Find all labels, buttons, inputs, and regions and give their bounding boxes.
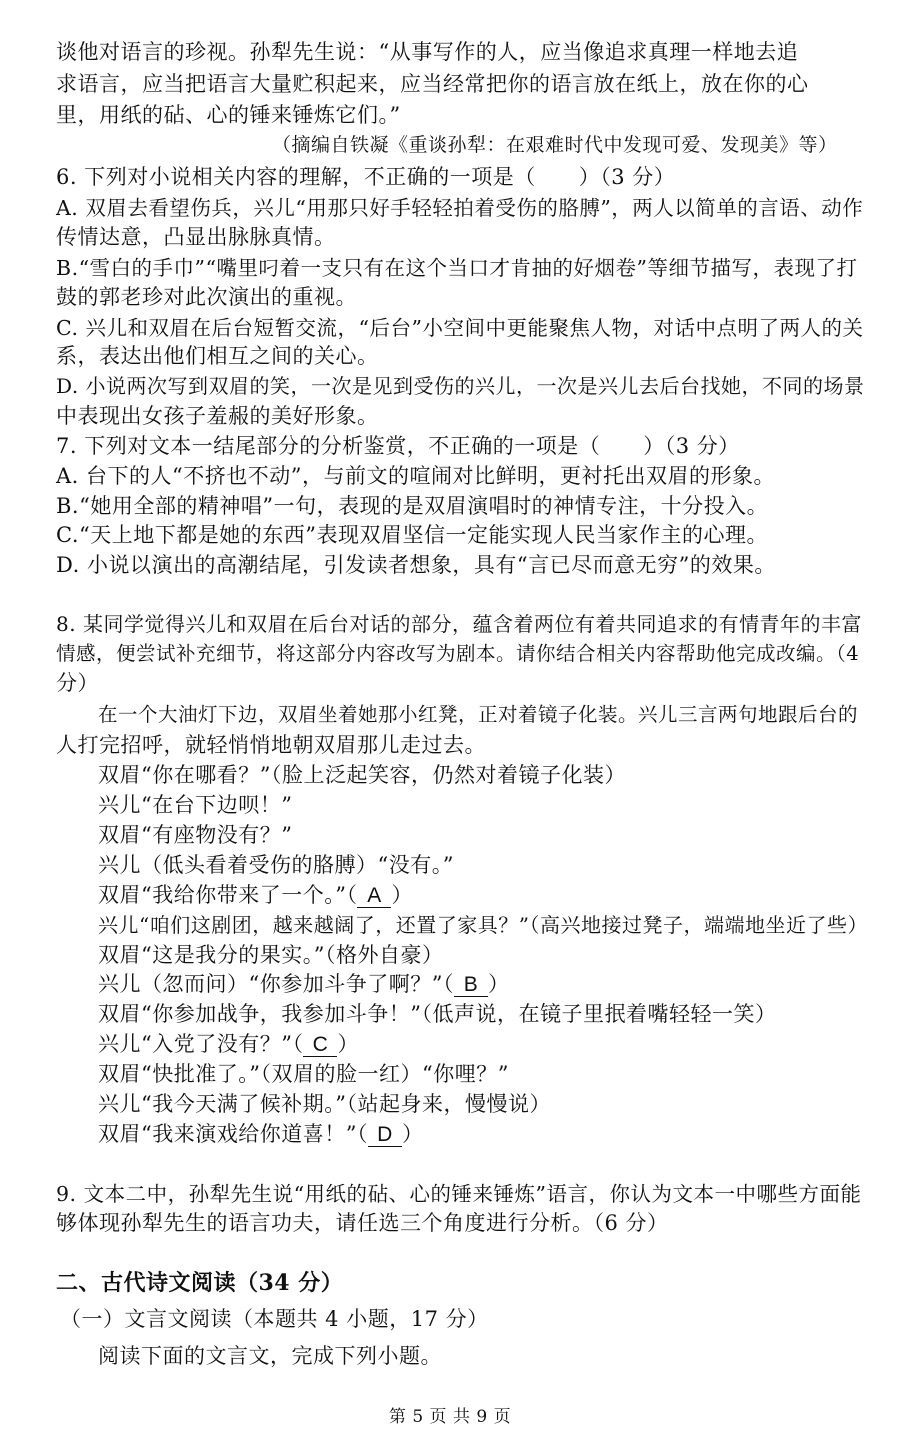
question-9-stem-cont: 够体现孙犁先生的语言功夫，请任选三个角度进行分析。（6 分） xyxy=(56,1211,669,1235)
question-7-stem: 7. 下列对文本一结尾部分的分析鉴赏，不正确的一项是（ ）（3 分） xyxy=(56,434,740,458)
question-8-stem-cont: 情感，便尝试补充细节，将这部分内容改写为剧本。请你结合相关内容帮助他完成改编。（4 xyxy=(56,642,860,665)
question-6-option-d-cont: 中表现出女孩子羞赧的美好形象。 xyxy=(56,404,379,428)
answer-blank-b[interactable]: B xyxy=(454,973,488,997)
script-intro-cont: 人打完招呼，就轻悄悄地朝双眉那儿走过去。 xyxy=(56,733,486,757)
dialogue-line: 双眉“这是我分的果实。”（格外自豪） xyxy=(98,943,444,967)
dialogue-line: 兴儿“在台下边呗！” xyxy=(98,793,293,817)
question-7-option-a: A. 台下的人“不挤也不动”，与前文的喧闹对比鲜明，更衬托出双眉的形象。 xyxy=(56,464,775,488)
dialogue-line: 兴儿（低头看着受伤的胳膊）“没有。” xyxy=(98,853,454,877)
question-7-option-c: C.“天上地下都是她的东西”表现双眉坚信一定能实现人民当家作主的心理。 xyxy=(56,523,768,547)
dialogue-line: 双眉“你在哪看？”（脸上泛起笑容，仍然对着镜子化装） xyxy=(98,763,626,787)
question-6-option-a: A. 双眉去看望伤兵，兴儿“用那只好手轻轻拍着受伤的胳膊”，两人以简单的言语、动作 xyxy=(56,196,864,220)
dialogue-line: 双眉“你参加战争，我参加斗争！”（低声说，在镜子里抿着嘴轻轻一笑） xyxy=(98,1002,777,1026)
dialogue-line xyxy=(98,1118,423,1148)
dialogue-line: 双眉“有座物没有？” xyxy=(98,823,293,847)
dialogue-text: 双眉“我给你带来了一个。”（ xyxy=(98,883,358,907)
dialogue-line xyxy=(98,968,509,998)
dialogue-line xyxy=(98,1028,359,1058)
dialogue-close: ） xyxy=(391,883,413,907)
answer-blank-c[interactable]: C xyxy=(303,1033,337,1057)
dialogue-line xyxy=(98,879,413,909)
dialogue-text: 兴儿“入党了没有？”（ xyxy=(98,1032,304,1056)
dialogue-close: ） xyxy=(487,972,510,996)
question-6-option-b-cont: 鼓的郭老珍对此次演出的重视。 xyxy=(56,285,357,309)
question-6-option-c-cont: 系，表达出他们相互之间的关心。 xyxy=(56,344,379,368)
question-6-stem: 6. 下列对小说相关内容的理解，不正确的一项是（ ）（3 分） xyxy=(56,165,676,189)
question-7-option-d: D. 小说以演出的高潮结尾，引发读者想象，具有“言已尽而意无穷”的效果。 xyxy=(56,553,776,577)
section-title: 二、古代诗文阅读（34 分） xyxy=(56,1270,344,1296)
passage-line: 里，用纸的砧、心的锤来锤炼它们。” xyxy=(56,103,401,127)
passage-line: 求语言，应当把语言大量贮积起来，应当经常把你的语言放在纸上，放在你的心 xyxy=(56,72,809,96)
dialogue-text: 兴儿（忽而问）“你参加斗争了啊？”（ xyxy=(98,972,454,996)
question-6-option-c: C. 兴儿和双眉在后台短暂交流，“后台”小空间中更能聚焦人物，对话中点明了两人的关 xyxy=(56,316,864,340)
question-7-option-b: B.“她用全部的精神唱”一句，表现的是双眉演唱时的神情专注，十分投入。 xyxy=(56,494,769,518)
passage-line: 谈他对语言的珍视。孙犁先生说：“从事写作的人，应当像追求真理一样地去追 xyxy=(56,40,799,64)
instruction: 阅读下面的文言文，完成下列小题。 xyxy=(98,1344,442,1368)
dialogue-close: ） xyxy=(337,1032,359,1056)
dialogue-close: ） xyxy=(401,1122,424,1146)
script-intro: 在一个大油灯下边，双眉坐着她那小红凳，正对着镜子化装。兴儿三言两句地跟后台的 xyxy=(98,703,859,726)
passage-source: （摘编自铁凝《重谈孙犁：在艰难时代中发现可爱、发现美》等） xyxy=(272,134,838,156)
question-8-stem: 8. 某同学觉得兴儿和双眉在后台对话的部分，蕴含着两位有着共同追求的有情青年的丰富 xyxy=(56,612,862,636)
dialogue-line: 兴儿“我今天满了候补期。”（站起身来，慢慢说） xyxy=(98,1092,551,1116)
dialogue-line: 兴儿“咱们这剧团，越来越阔了，还置了家具？”（高兴地接过凳子，端端地坐近了些） xyxy=(98,913,868,937)
question-6-option-d: D. 小说两次写到双眉的笑，一次是见到受伤的兴儿，一次是兴儿去后台找她，不同的场景 xyxy=(56,374,865,398)
page-footer: 第 5 页 共 9 页 xyxy=(388,1407,512,1427)
answer-blank-d[interactable]: D xyxy=(368,1123,402,1147)
dialogue-text: 双眉“我来演戏给你道喜！”（ xyxy=(98,1122,368,1146)
dialogue-line: 双眉“快批准了。”（双眉的脸一红）“你哩？” xyxy=(98,1062,509,1086)
question-6-option-b: B.“雪白的手巾”“嘴里叼着一支只有在这个当口才肯抽的好烟卷”等细节描写，表现了打 xyxy=(56,256,858,280)
question-6-option-a-cont: 传情达意，凸显出脉脉真情。 xyxy=(56,225,336,249)
question-9-stem: 9. 文本二中，孙犁先生说“用纸的砧、心的锤来锤炼”语言，你认为文本一中哪些方面能 xyxy=(56,1182,862,1206)
subsection-title: （一）文言文阅读（本题共 4 小题，17 分） xyxy=(60,1307,489,1331)
question-8-stem-cont: 分） xyxy=(56,671,99,695)
answer-blank-a[interactable]: A xyxy=(357,884,391,908)
